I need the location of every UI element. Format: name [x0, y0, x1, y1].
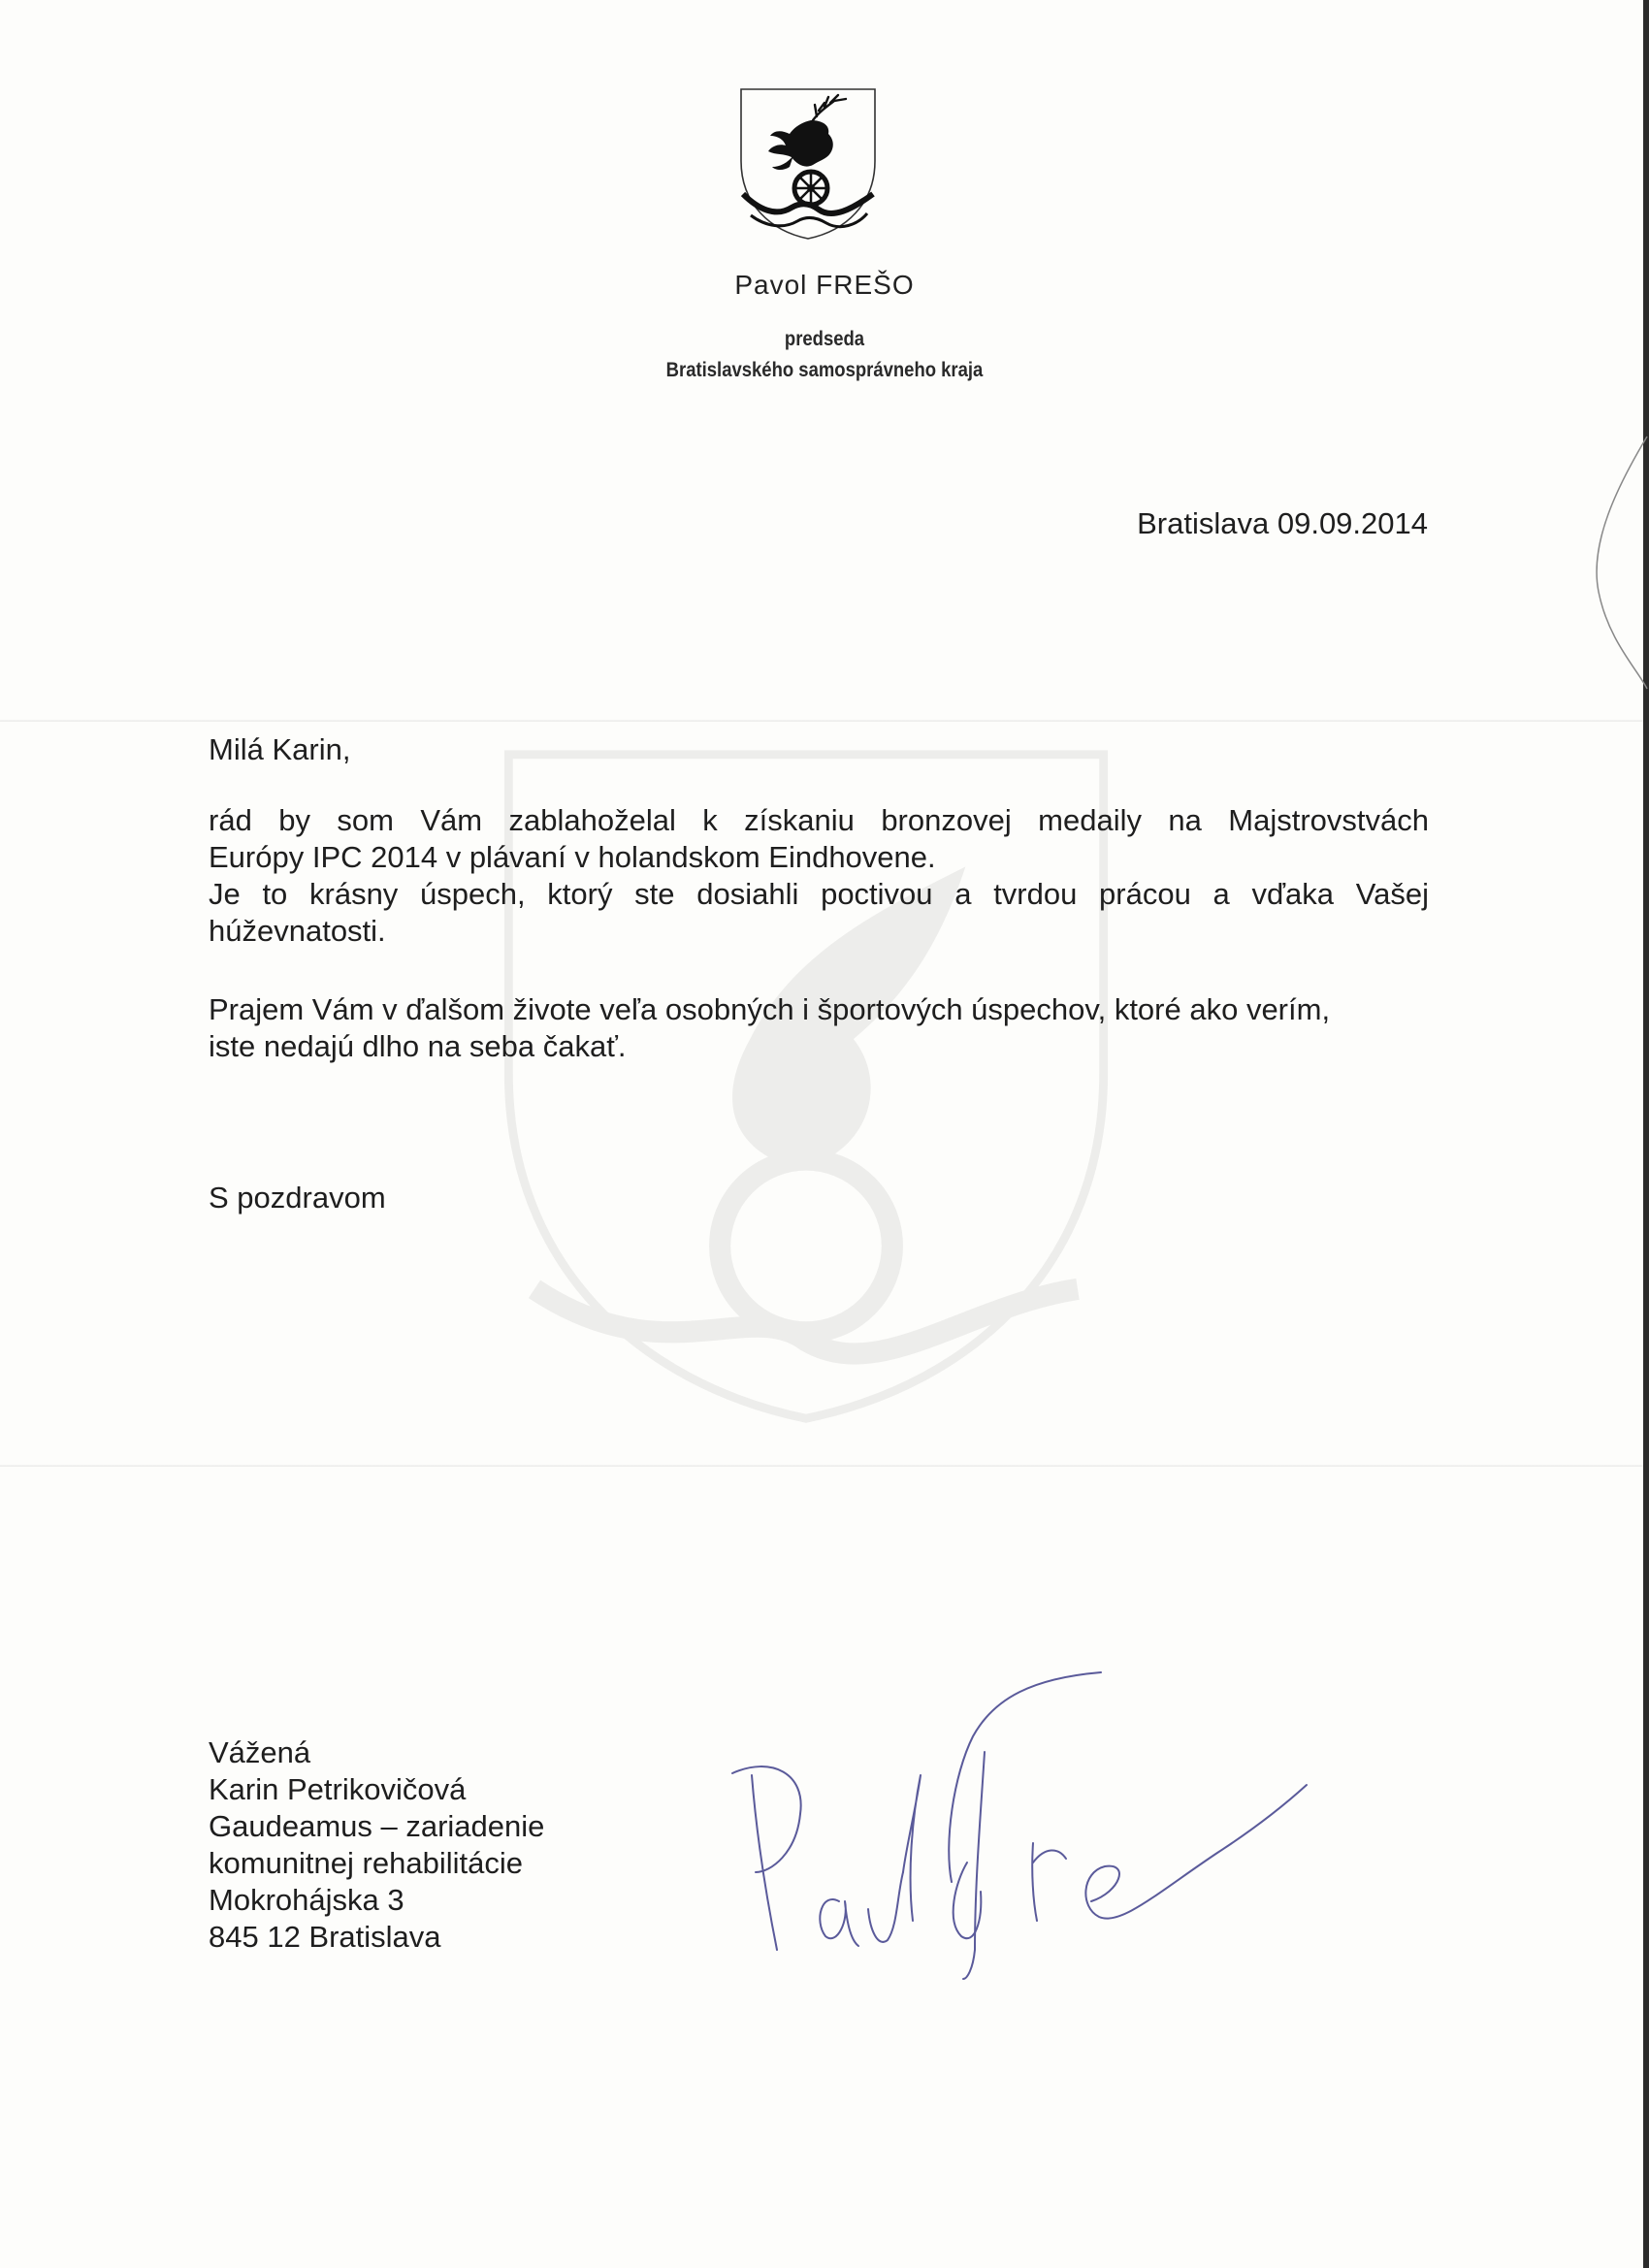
letter-paragraph-1 [209, 802, 1429, 950]
sender-role: predseda [784, 328, 865, 350]
sender-name: Pavol FREŠO [734, 270, 915, 300]
paragraph-1-line-1: rád by som Vám zablahoželal k získaniu bronzovej medaily na Majstrovstvách [209, 803, 1429, 837]
letter-date: Bratislava 09.09.2014 [1137, 506, 1428, 540]
paragraph-1b-line-2: húževnatosti. [209, 914, 386, 948]
recipient-address [209, 1734, 544, 1956]
paragraph-2-line-2: iste nedajú dlho na seba čakať. [209, 1029, 627, 1063]
recipient-name: Karin Petrikovičová [209, 1772, 467, 1806]
fold-line-upper [0, 720, 1643, 722]
letter-closing: S pozdravom [209, 1181, 386, 1215]
letter-paragraph-2 [209, 991, 1429, 1065]
recipient-city: 845 12 Bratislava [209, 1920, 441, 1954]
letter-greeting: Milá Karin, [209, 732, 351, 766]
recipient-org-line-1: Gaudeamus – zariadenie [209, 1809, 545, 1843]
scan-edge [1643, 0, 1649, 2268]
paragraph-1-line-2: Európy IPC 2014 v plávaní v holandskom Eindhovene. [209, 840, 936, 874]
fold-line-lower [0, 1465, 1643, 1467]
paperclip-mark [1550, 427, 1649, 718]
coat-of-arms-icon [737, 85, 879, 243]
paragraph-1b-line-1: Je to krásny úspech, ktorý ste dosiahli poctivou a tvrdou prácou a vďaka Vašej [209, 877, 1429, 911]
recipient-salutation: Vážená [209, 1735, 311, 1769]
sender-organization: Bratislavského samosprávneho kraja [665, 359, 984, 381]
recipient-street: Mokrohájska 3 [209, 1883, 404, 1917]
recipient-org-line-2: komunitnej rehabilitácie [209, 1846, 523, 1880]
paragraph-2-line-1: Prajem Vám v ďalšom živote veľa osobných i športových úspechov, ktoré ako verím, [209, 992, 1331, 1026]
handwritten-signature [713, 1659, 1314, 1989]
